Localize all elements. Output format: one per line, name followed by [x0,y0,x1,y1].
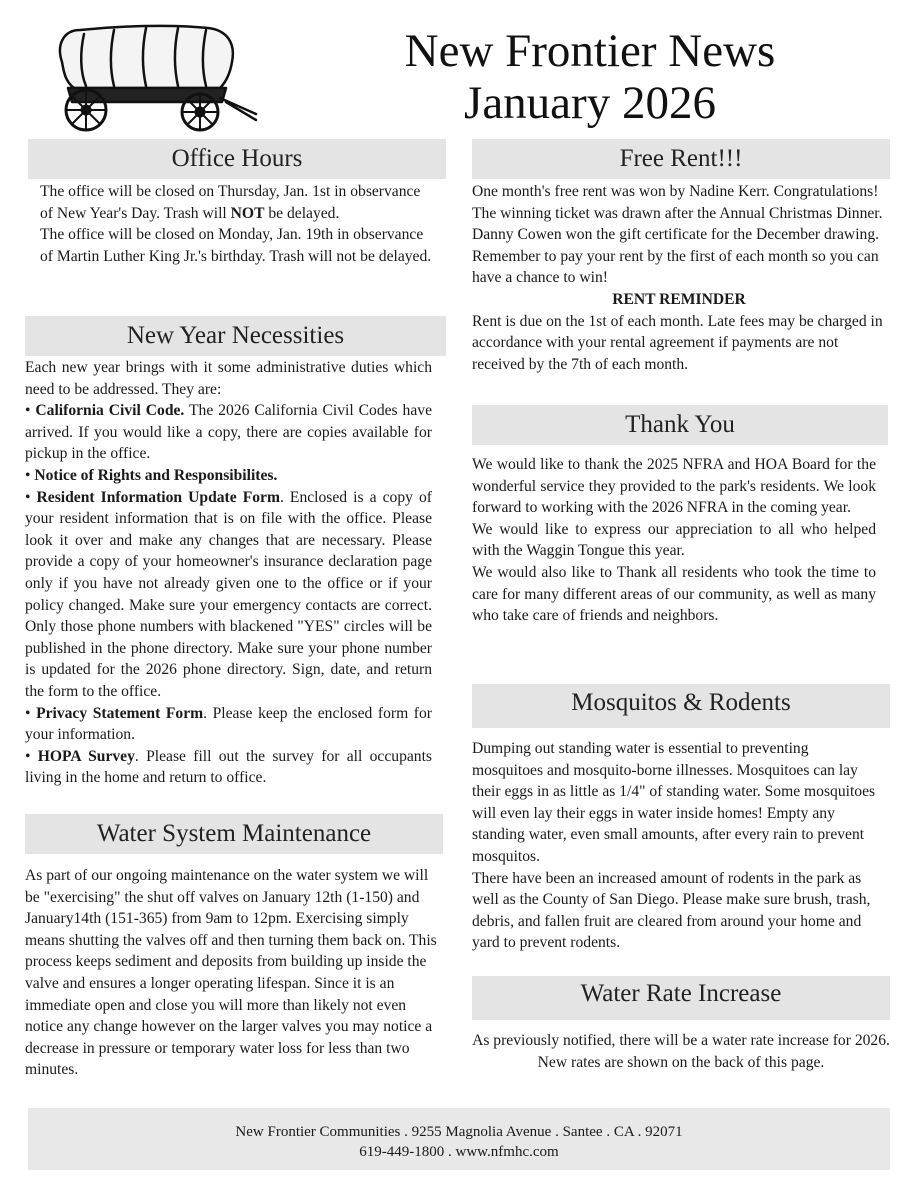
mosquitos-paragraph-2: There have been an increased amount of rodents in the park as well as the County of San Diego. Please make sure brush, trash, debris, and fallen fruit are cleared from around your home and yard to prevent rodents. [472,869,871,952]
necessities-intro: Each new year brings with it some administrative duties which need to be addressed. They are: [25,359,432,398]
free-rent-paragraph-1: One month's free rent was won by Nadine Kerr. Congratulations! The winning ticket was drawn after the Annual Christmas Dinner. [472,183,883,222]
covered-wagon-logo [50,22,262,134]
water-rate-text: As previously notified, there will be a water rate increase for 2026. New rates are shown on the back of this page. [472,1032,890,1071]
necessities-heading: New Year Necessities [25,316,446,356]
mosquitos-heading: Mosquitos & Rodents [472,684,890,728]
free-rent-paragraph-3: Rent is due on the 1st of each month. Late fees may be charged in accordance with your rental agreement if payments are not received by the 7th of each month. [472,312,883,373]
newsletter-title: New Frontier News [404,25,776,77]
water-system-text: As part of our ongoing maintenance on the water system we will be "exercising" the shut off valves on January 12th (1-150) and January14th (151-365) from 9am to 12pm. Exercising simply means shutting the valves off and then turning them back on. This process keeps sediment and deposits from building up inside the valve and ensures a longer operating lifespan. Since it is an immediate open and close you will more than likely not even notice any change however on the larger valves you may notice a decrease in pressure or temporary water loss for less than two minutes. [25,867,437,1079]
free-rent-section [472,139,890,375]
necessities-section [25,316,446,789]
office-hours-paragraph-1: The office will be closed on Thursday, Jan. 1st in observance of New Year's Day. Trash will NOT be delayed. [40,183,421,222]
water-rate-section [472,976,890,1073]
necessities-item-rights: • Notice of Rights and Responsibilites. [25,466,278,484]
necessities-item-hopa: • HOPA Survey. Please fill out the survey for all occupants living in the home and return to office. [25,747,432,787]
free-rent-paragraph-2: Danny Cowen won the gift certificate for the December drawing. Remember to pay your rent by the first of each month so you can have a chance to win! [472,226,880,287]
necessities-item-resident-form: • Resident Information Update Form. Enclosed is a copy of your resident information that is on file with the office. Please look it over and make any changes that are necessary. Please provide a copy of your homeowner's insurance declaration page only if you have not already given one to the office or if your policy changed. Make sure your emergency contacts are correct. Only those phone numbers with blackened "YES" circles will be published in the phone directory. Make sure your phone number is updated for the 2026 phone directory. Sign, date, and return the form to the office. [25,488,432,700]
water-system-section [25,814,443,1081]
footer-contact: 619-449-1800 . www.nfmhc.com [359,1144,559,1160]
office-hours-section [28,139,446,267]
mosquitos-section [472,684,890,954]
thank-you-paragraph-3: We would also like to Thank all residents who took the time to care for many different areas of our community, as well as many who take care of friends and neighbors. [472,563,876,625]
water-rate-heading: Water Rate Increase [472,976,890,1020]
rent-reminder-title: RENT REMINDER [612,290,746,308]
issue-date: January 2026 [464,77,716,129]
mosquitos-paragraph-1: Dumping out standing water is essential to preventing mosquitoes and mosquito-borne illnesses. Mosquitoes can lay their eggs in as little as 1/4" of standing water. Some mosquitoes will even lay their eggs in water inside homes! Empty any standing water, even small amounts, after every rain to prevent mosquitos. [472,740,876,865]
thank-you-section [472,405,888,627]
necessities-item-privacy: • Privacy Statement Form. Please keep the enclosed form for your information. [25,704,432,744]
office-hours-heading: Office Hours [28,139,446,179]
footer [28,1108,890,1170]
water-system-heading: Water System Maintenance [25,814,443,854]
footer-address: New Frontier Communities . 9255 Magnolia Avenue . Santee . CA . 92071 [235,1124,683,1140]
office-hours-paragraph-2: The office will be closed on Monday, Jan. 19th in observance of Martin Luther King Jr.'s birthday. Trash will not be delayed. [40,226,432,265]
thank-you-paragraph-2: We would like to express our appreciation to all who helped with the Waggin Tongue this year. [472,520,876,560]
free-rent-heading: Free Rent!!! [472,139,890,179]
thank-you-paragraph-1: We would like to thank the 2025 NFRA and HOA Board for the wonderful service they provided to the park's residents. We look forward to working with the 2026 NFRA in the coming year. [472,456,876,517]
necessities-item-civil-code: • California Civil Code. The 2026 California Civil Codes have arrived. If you would like a copy, there are copies available for pickup in the office. [25,402,432,463]
thank-you-heading: Thank You [472,405,888,445]
